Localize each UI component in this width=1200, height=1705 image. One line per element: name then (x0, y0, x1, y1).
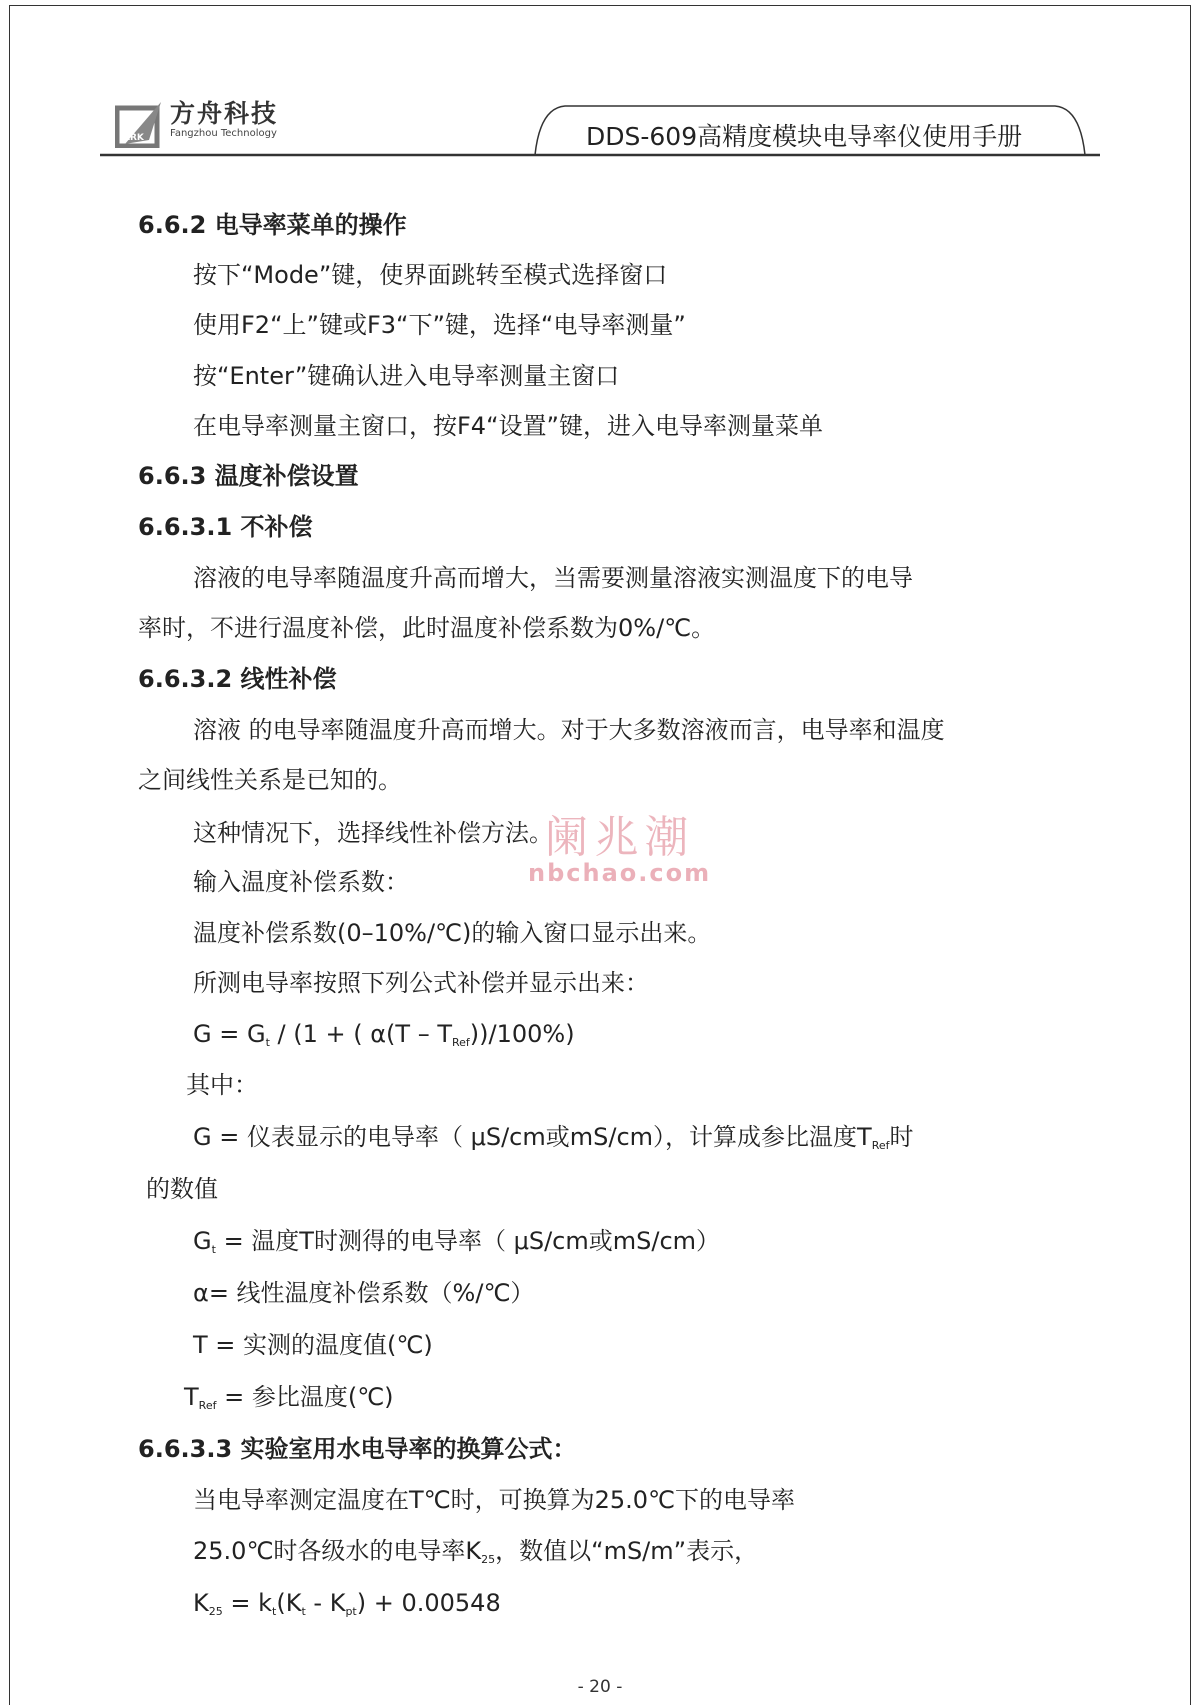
section-heading-6-6-2: 6.6.2 电导率菜单的操作 (138, 211, 407, 239)
watermark (528, 812, 712, 887)
manual-title: DDS-609高精度模块电导率仪使用手册 (586, 122, 1023, 151)
where-label: 其中： (186, 1071, 258, 1099)
paragraph-text: 当电导率测定温度在T℃时，可换算为25.0℃下的电导率 (193, 1486, 796, 1514)
section-heading-6-6-3: 6.6.3 温度补偿设置 (138, 462, 359, 490)
definition-t: T = 实测的温度值(℃) (193, 1331, 433, 1359)
definition-g-cont: 的数值 (146, 1175, 218, 1203)
paragraph-text: 所测电导率按照下列公式补偿并显示出来： (193, 969, 649, 997)
paragraph-text: 之间线性关系是已知的。 (138, 766, 402, 794)
watermark-en: nbchao.com (528, 859, 712, 887)
step-text: 使用F2“上”键或F3“下”键，选择“电导率测量” (193, 311, 686, 339)
formula-compensation: $G = G_t / (1$ + ( $\alpha(T - T_{Ref}))/100\%$) (193, 1020, 575, 1049)
definition-alpha: α= 线性温度补偿系数（%/℃） (193, 1279, 535, 1307)
section-heading-6-6-3-2: 6.6.3.2 线性补偿 (138, 665, 337, 693)
step-text: 按“Enter”键确认进入电导率测量主窗口 (193, 362, 620, 390)
section-heading-6-6-3-3: 6.6.3.3 实验室用水电导率的换算公式： (138, 1435, 577, 1463)
paragraph-text: 温度补偿系数(0–10%/℃)的输入窗口显示出来。 (193, 919, 712, 947)
svg-text:ARK: ARK (123, 133, 144, 143)
step-text: 在电导率测量主窗口，按F4“设置”键，进入电导率测量菜单 (193, 412, 823, 440)
definition-gt: $G_t$ = 温度T时测得的电导率（ μS/cm或mS/cm） (193, 1227, 721, 1256)
paragraph-text: 溶液 的电导率随温度升高而增大。对于大多数溶液而言，电导率和温度 (193, 716, 945, 744)
paragraph-text: 25.0℃时各级水的电导率$K_{25}$，数值以“mS/m”表示， (193, 1537, 759, 1566)
definition-g: G = 仪表显示的电导率（ μS/cm或mS/cm），计算成参比温度$T_{Ref}$时 (193, 1123, 914, 1152)
paragraph-text: 输入温度补偿系数： (193, 868, 409, 896)
paragraph-text: 率时，不进行温度补偿，此时温度补偿系数为0%/℃。 (138, 614, 716, 642)
paragraph-text: 这种情况下，选择线性补偿方法。 (193, 819, 553, 847)
brand-name-en: Fangzhou Technology (170, 128, 277, 139)
section-heading-6-6-3-1: 6.6.3.1 不补偿 (138, 513, 313, 541)
paragraph-text: 溶液的电导率随温度升高而增大，当需要测量溶液实测温度下的电导 (193, 564, 913, 592)
definition-tref: $T_{Ref}$ = 参比温度(℃) (184, 1383, 394, 1412)
watermark-cn: 阑兆潮 (544, 812, 695, 863)
formula-k25: $K_{25} = k_t(K_t - K_{pt}) + 0.00548$ (193, 1589, 501, 1618)
page-number: - 20 - (577, 1677, 623, 1697)
step-text: 按下“Mode”键，使界面跳转至模式选择窗口 (193, 261, 668, 289)
brand-name-cn: 方舟科技 (170, 99, 279, 128)
